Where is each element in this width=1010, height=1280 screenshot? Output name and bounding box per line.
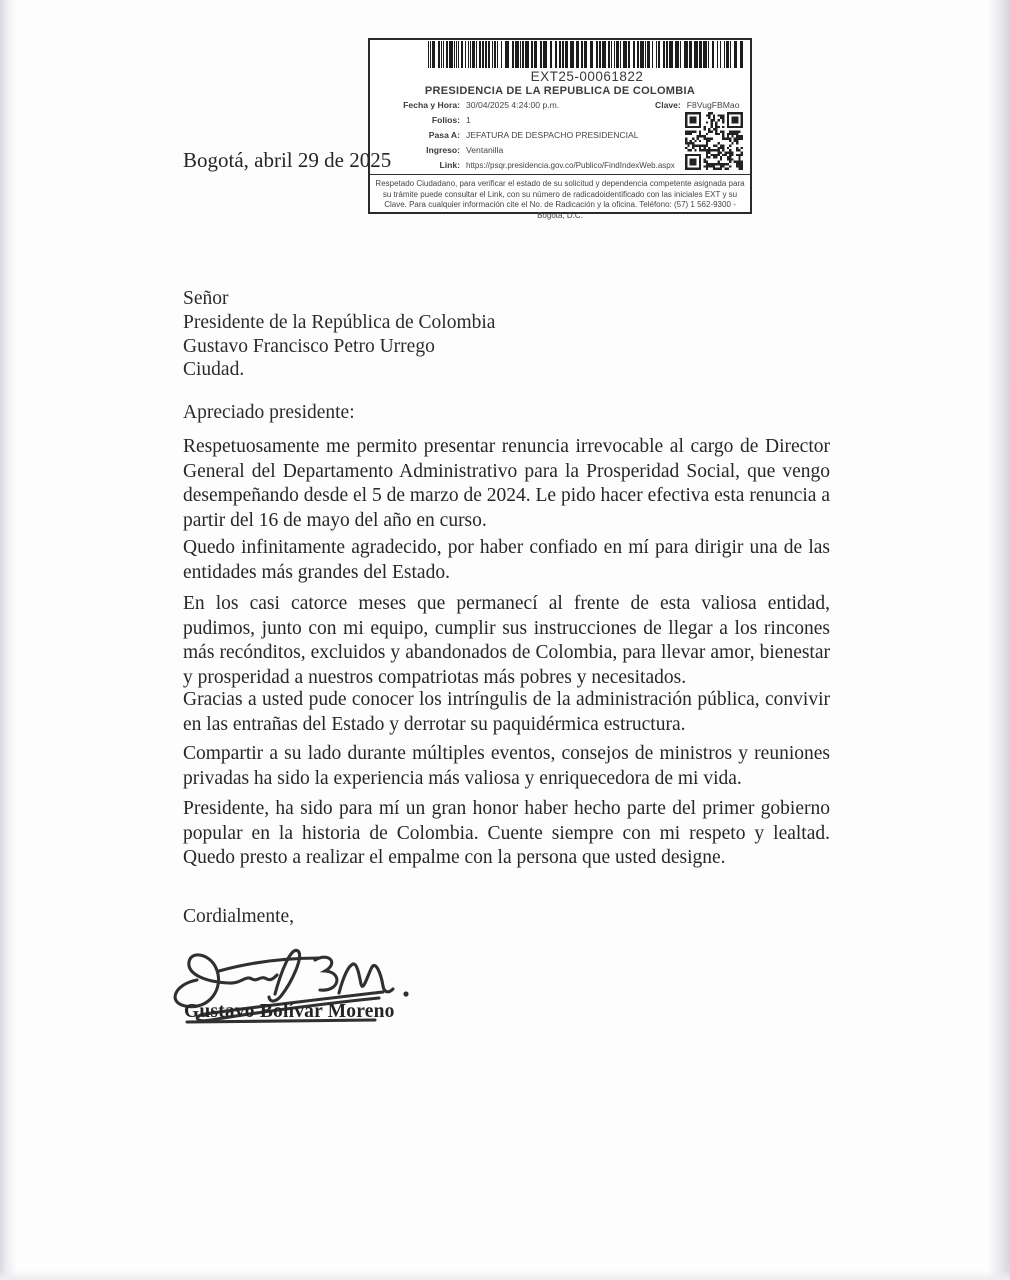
recipient-block — [183, 287, 830, 382]
page-edge-shadow-left — [0, 0, 16, 1280]
stamp-field-value-url: https://psqr.presidencia.gov.co/Publico/FindIndexWeb.aspx — [466, 161, 675, 170]
closing: Cordialmente, — [183, 906, 295, 927]
stamp-field-pasa-a — [380, 130, 680, 145]
stamp-field-value: JEFATURA DE DESPACHO PRESIDENCIAL — [466, 130, 639, 140]
recipient-line: Ciudad. — [183, 359, 245, 381]
stamp-field-value: Ventanilla — [466, 145, 504, 155]
stamp-field-value: 1 — [466, 115, 471, 125]
stamp-field-value: F8VugFBMao — [686, 100, 740, 110]
stamp-field-label: Folios: — [431, 115, 460, 125]
page-edge-shadow-right — [988, 0, 1010, 1280]
stamp-field-ingreso — [380, 145, 680, 160]
stamp-footer-note: Respetado Ciudadano, para verificar el estado de su solicitud y dependencia competente asignada para su trámite puede consultar el Link, con su número de radicadoidentificado con las iniciales EXT y su Clave. Para cualquier información cite el No. de Radicación y la oficina. Teléfono: (57) 1 562-9300 - Bogotá, D.C. — [375, 179, 745, 220]
salutation: Apreciado presidente: — [183, 402, 355, 423]
qr-code-icon — [684, 112, 744, 170]
stamp-field-label: Link: — [439, 160, 460, 170]
body-paragraph: Gracias a usted pude conocer los intríngulis de la administración pública, convivir en las entrañas del Estado y derrotar su paquidérmica estructura. — [183, 689, 830, 735]
stamp-field-link — [380, 160, 680, 175]
radicado-number: EXT25-00061822 — [530, 69, 644, 84]
recipient-line: Señor — [183, 288, 229, 309]
body-paragraph: En los casi catorce meses que permanecí al frente de esta valiosa entidad, pudimos, junto con mi equipo, cumplir sus instrucciones de llegar a los rincones más recónditos, excluidos y abandonados de Colombia, para llevar amor, bienestar y prosperidad a nuestros compatriotas más pobres y necesitados. — [183, 593, 830, 688]
stamp-field-label: Clave: — [655, 100, 681, 110]
radication-stamp — [368, 38, 752, 220]
stamp-field-label: Fecha y Hora: — [403, 100, 460, 110]
stamp-field-folios — [380, 115, 680, 130]
stamp-field-value: 30/04/2025 4:24:00 p.m. — [466, 100, 560, 110]
date-line: Bogotá, abril 29 de 2025 — [183, 148, 392, 172]
barcode-icon — [428, 41, 746, 68]
signature-name: Gustavo Bolívar Moreno — [184, 1001, 395, 1022]
stamp-field-fecha — [380, 100, 680, 115]
body-paragraph: Quedo infinitamente agradecido, por haber confiado en mí para dirigir una de las entidades más grandes del Estado. — [183, 537, 830, 583]
recipient-line: Presidente de la República de Colombia — [183, 311, 496, 333]
page-edge-shadow-bottom — [0, 1270, 1010, 1280]
stamp-field-label: Pasa A: — [428, 130, 460, 140]
body-paragraph: Respetuosamente me permito presentar renuncia irrevocable al cargo de Director General del Departamento Administrativo para la Prosperidad Social, que vengo desempeñando desde el 5 de marzo de 2024. Le pido hacer efectiva esta renuncia a partir del 16 de mayo del año en curso. — [183, 436, 830, 531]
body-paragraph: Presidente, ha sido para mí un gran honor haber hecho parte del primer gobierno popular en la historia de Colombia. Cuente siempre con mi respeto y lealtad. Quedo presto a realizar el empalme con la persona que usted designe. — [183, 798, 830, 869]
body-paragraph: Compartir a su lado durante múltiples eventos, consejos de ministros y reuniones privadas ha sido la experiencia más valiosa y enriquecedora de mi vida. — [183, 743, 830, 789]
stamp-field-label: Ingreso: — [426, 145, 460, 155]
stamp-divider — [370, 174, 750, 175]
stamp-fields — [380, 100, 680, 175]
recipient-line: Gustavo Francisco Petro Urrego — [183, 335, 435, 357]
stamp-title: PRESIDENCIA DE LA REPUBLICA DE COLOMBIA — [424, 85, 696, 97]
